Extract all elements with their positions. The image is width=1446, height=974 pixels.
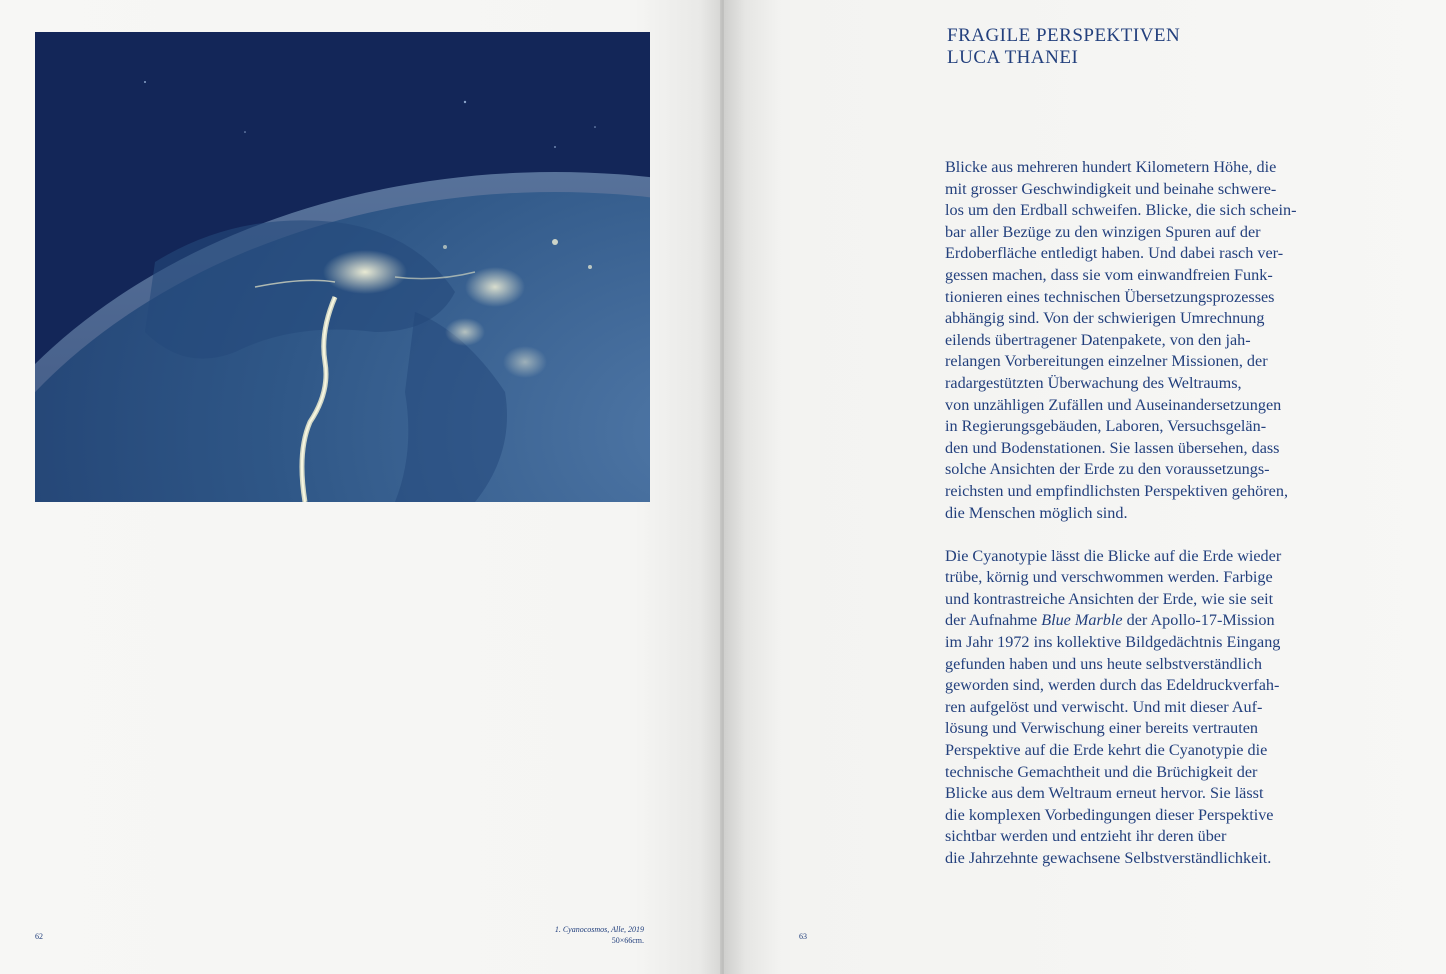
text-line: bar aller Bezüge zu den winzigen Spuren auf der (945, 222, 1261, 241)
text-line: tionieren eines technischen Übersetzungsprozesses (945, 287, 1275, 306)
left-page (0, 0, 722, 974)
text-segment: der Aufnahme (945, 611, 1042, 630)
text-line: relangen Vorbereitungen einzelner Missionen, der (945, 352, 1268, 371)
text-line: sichtbar werden und entzieht ihr deren über (945, 827, 1227, 846)
text-line: den und Bodenstationen. Sie lassen übersehen, dass (945, 438, 1280, 457)
article-author: LUCA THANEI (947, 47, 1079, 68)
text-line: im Jahr 1972 ins kollektive Bildgedächtnis Eingang (945, 633, 1281, 652)
text-line: abhängig sind. Von der schwierigen Umrechnung (945, 309, 1265, 328)
text-line: die komplexen Vorbedingungen dieser Perspektive (945, 805, 1274, 824)
text-line: gessen machen, dass sie vom einwandfreien Funk- (945, 265, 1273, 284)
page-number-right: 63 (799, 932, 807, 941)
text-line: los um den Erdball schweifen. Blicke, die sich schein- (945, 201, 1297, 220)
text-line: in Regierungsgebäuden, Laboren, Versuchsgelän- (945, 417, 1267, 436)
text-line: mit grosser Geschwindigkeit und beinahe schwere- (945, 179, 1277, 198)
article-title: FRAGILE PERSPEKTIVEN (947, 25, 1181, 46)
article-heading (947, 25, 1180, 69)
paragraph-2 (945, 546, 1415, 870)
text-line: Blicke aus dem Weltraum erneut hervor. Sie lässt (945, 784, 1264, 803)
paragraph-1 (945, 157, 1415, 524)
text-line: Perspektive auf die Erde kehrt die Cyanotypie die (945, 741, 1268, 760)
text-line (945, 610, 1415, 632)
text-line: ren aufgelöst und verwischt. Und mit dieser Auf- (945, 697, 1263, 716)
text-line: und kontrastreiche Ansichten der Erde, wie sie seit (945, 589, 1274, 608)
text-line: Blicke aus mehreren hundert Kilometern Höhe, die (945, 158, 1277, 176)
body-text (945, 157, 1415, 870)
italic-title: Blue Marble (1041, 611, 1123, 630)
text-line: gefunden haben und uns heute selbstverständlich (945, 654, 1262, 673)
text-line: trübe, körnig und verschwommen werden. Farbige (945, 568, 1273, 587)
text-line: Die Cyanotypie lässt die Blicke auf die Erde wieder (945, 546, 1282, 565)
text-line: von unzähligen Zufällen und Auseinandersetzungen (945, 395, 1282, 414)
photo-caption (555, 924, 644, 946)
text-line: radargestützten Überwachung des Weltraums, (945, 373, 1242, 392)
text-line: eilends übertragener Datenpakete, von den jah- (945, 330, 1251, 349)
text-line: die Menschen möglich sind. (945, 503, 1128, 522)
earth-at-night-image (35, 32, 650, 502)
right-page (724, 0, 1446, 974)
text-line: geworden sind, werden durch das Edeldruckverfah- (945, 676, 1280, 695)
text-line: die Jahrzehnte gewachsene Selbstverständlichkeit. (945, 849, 1272, 867)
cyanotype-photo (35, 32, 650, 502)
text-line: solche Ansichten der Erde zu den voraussetzungs- (945, 460, 1270, 479)
caption-size: 50×66cm. (611, 936, 644, 945)
text-line: lösung und Verwischung einer bereits vertrauten (945, 719, 1259, 738)
text-line: reichsten und empfindlichsten Perspektiven gehören, (945, 481, 1288, 500)
page-number-left: 62 (35, 932, 43, 941)
text-segment: der Apollo-17-Mission (1122, 611, 1275, 630)
text-line: Erdoberfläche entledigt haben. Und dabei rasch ver- (945, 244, 1284, 263)
text-line: technische Gemachtheit und die Brüchigkeit der (945, 762, 1258, 781)
caption-title: 1. Cyanocosmos, Alle, 2019 (554, 925, 644, 934)
